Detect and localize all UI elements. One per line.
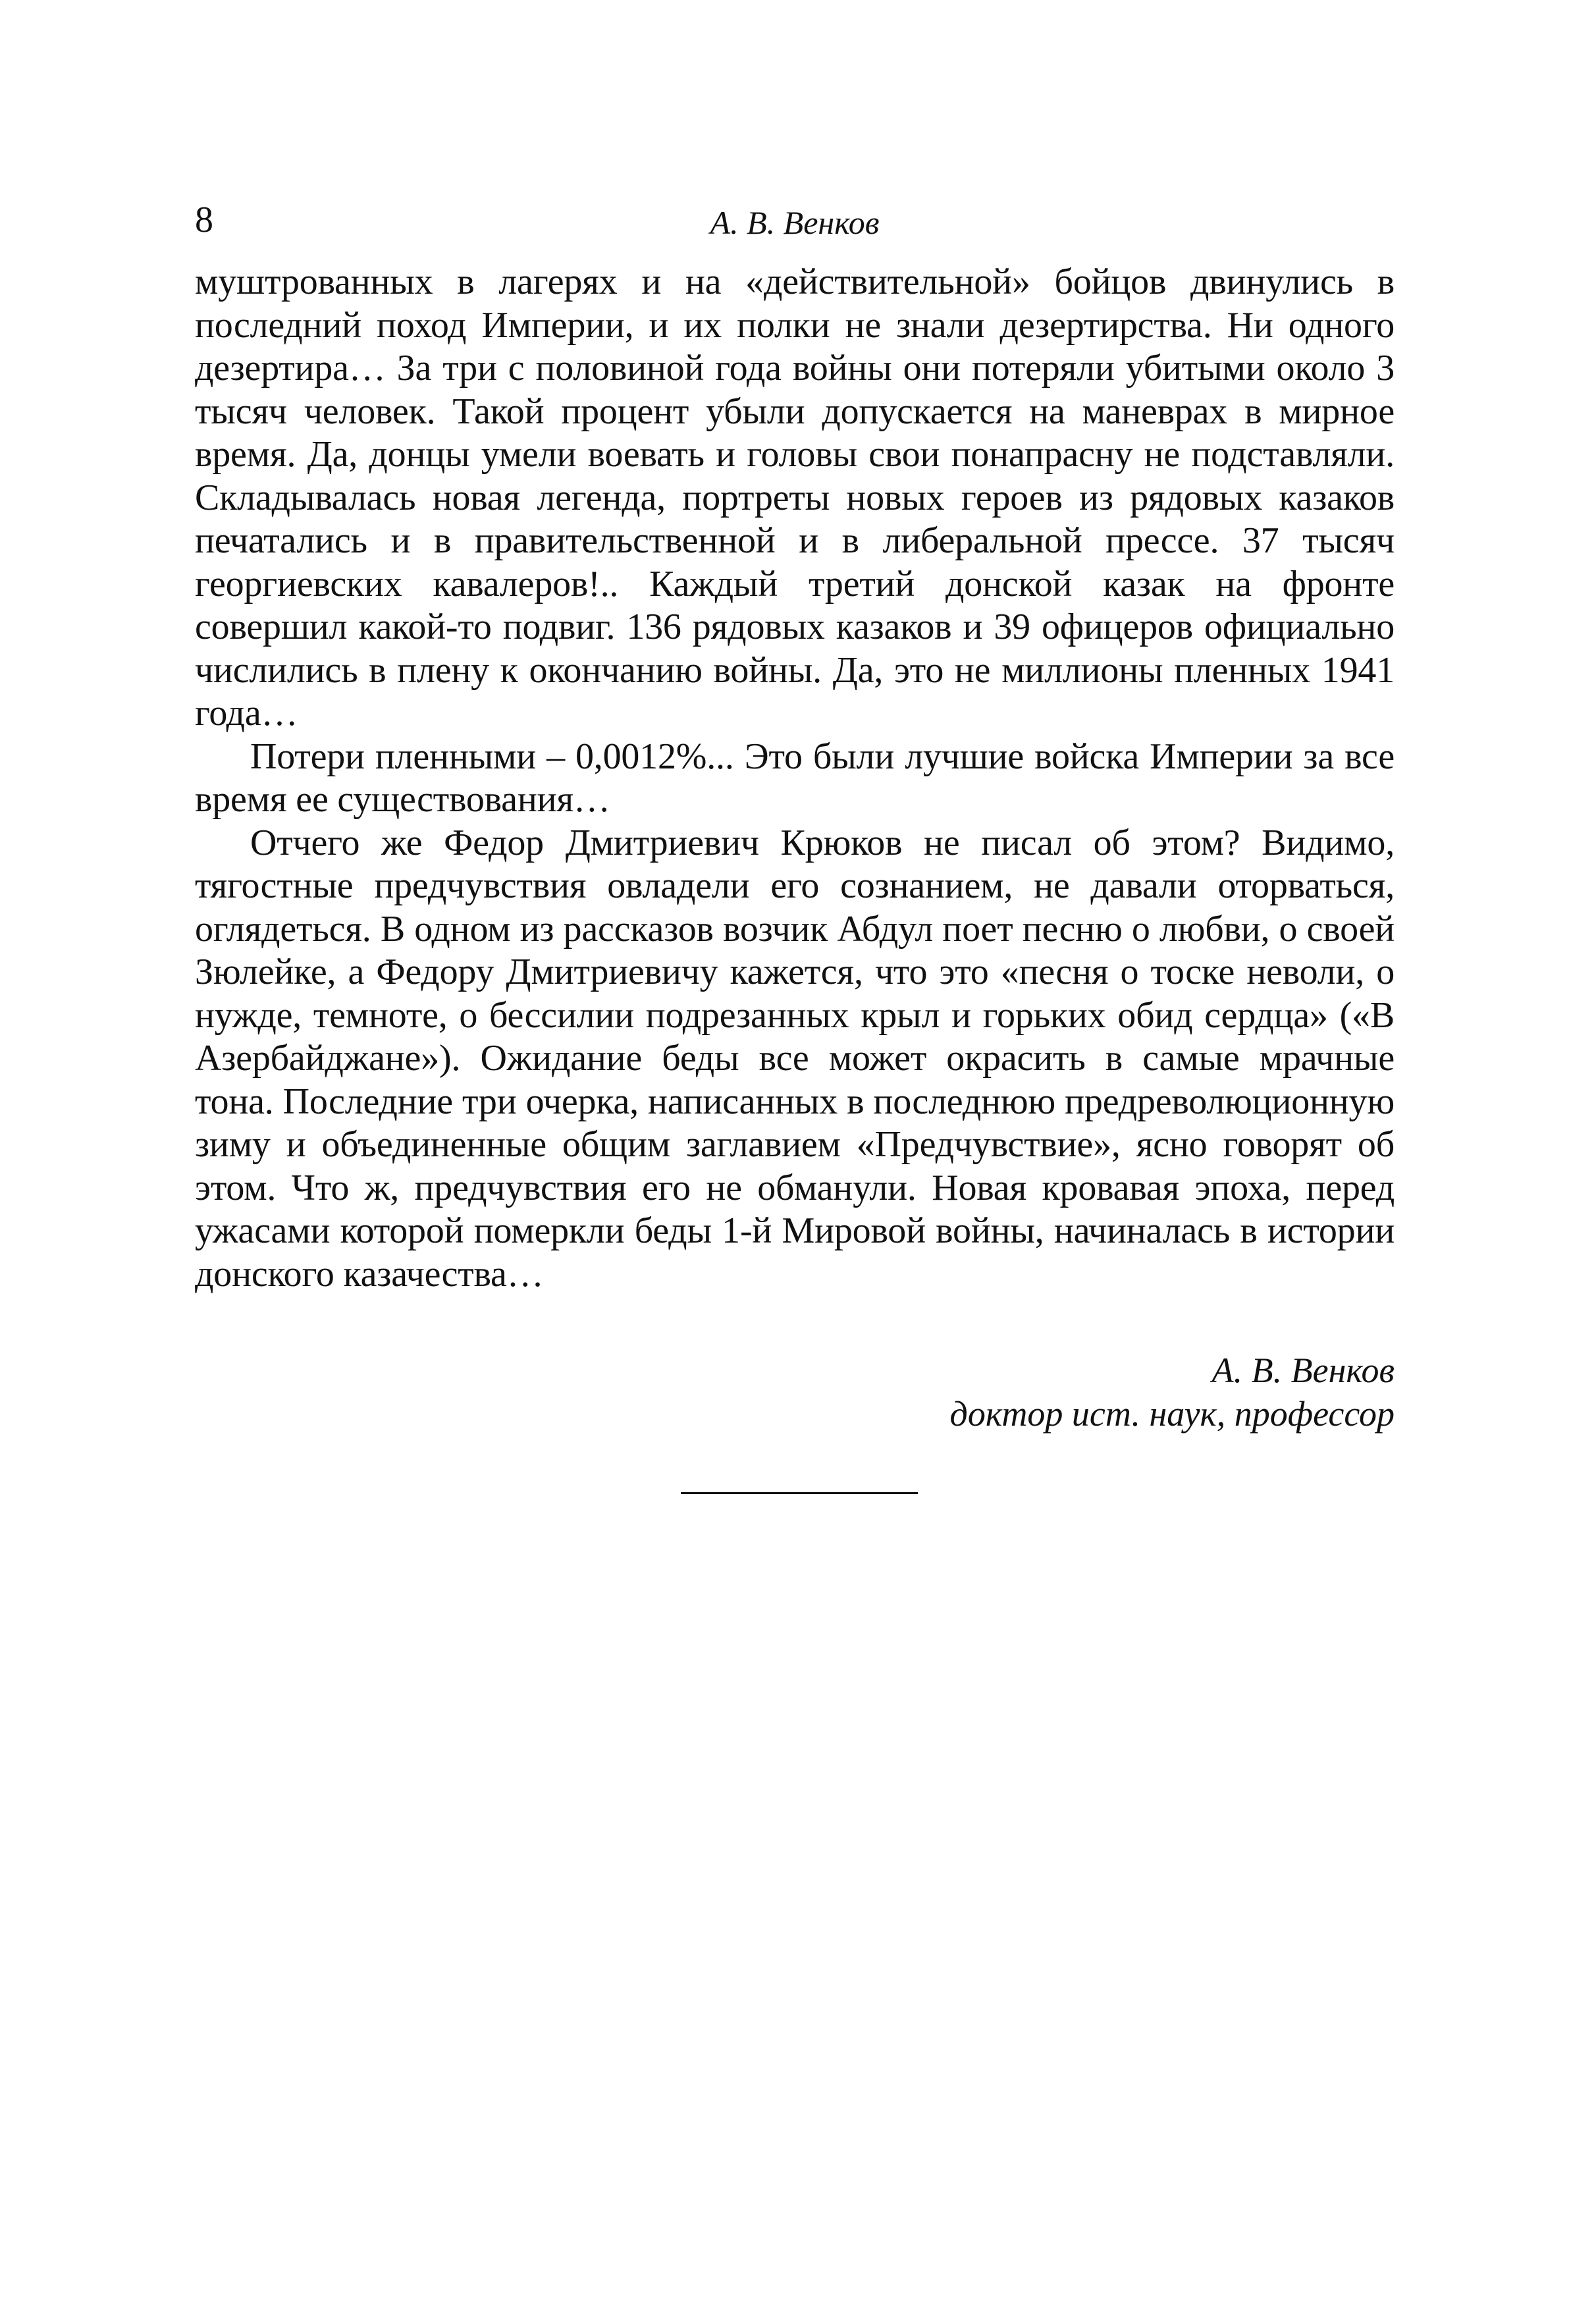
author-signature (950, 1349, 1395, 1436)
page-number: 8 (195, 200, 213, 240)
signature-title: доктор ист. наук, профессор (949, 1394, 1395, 1434)
running-title: А. В. Венков (710, 204, 880, 241)
paragraph: муштрованных в лагерях и на «действительной» бойцов двинулись в последний поход Империи, и их полки не знали дезертирства. Ни одного дезертира… За три с половиной года войны они потеряли убитыми около 3 тысяч человек. Такой процент убыли допускается на маневрах в мирное время. Да, донцы умели воевать и головы свои понапрасну не подставляли. Складывалась новая легенда, портреты новых героев из рядовых казаков печатались и в правительственной и в либеральной прессе. 37 тысяч георгиевских кавалеров!.. Каждый третий донской казак на фронте совершил какой-то подвиг. 136 рядовых казаков и 39 офицеров официально числились в плену к окончанию войны. Да, это не миллионы пленных 1941 года… (195, 261, 1395, 734)
paragraph: Потери пленными – 0,0012%... Это были лучшие войска Империи за все время ее существования… (195, 736, 1395, 820)
section-end-rule (681, 1492, 918, 1494)
running-header (195, 194, 1395, 246)
paragraph: Отчего же Федор Дмитриевич Крюков не писал об этом? Видимо, тягостные предчувствия овладели его сознанием, не давали оторваться, оглядеться. В одном из рассказов возчик Абдул поет песню о любви, о своей Зюлейке, а Федору Дмитриевичу кажется, что это «песня о тоске неволи, о нужде, темноте, о бессилии подрезанных крыл и горьких обид сердца» («В Азербайджане»). Ожидание беды все может окрасить в самые мрачные тона. Последние три очерка, написанных в последнюю предреволюционную зиму и объединенные общим заглавием «Предчувствие», ясно говорят об этом. Что ж, предчувствия его не обманули. Новая кровавая эпоха, перед ужасами которой померкли беды 1-й Мировой войны, начиналась в истории донского казачества… (195, 822, 1395, 1295)
signature-name: А. В. Венков (1211, 1351, 1395, 1390)
main-text (195, 261, 1395, 1296)
